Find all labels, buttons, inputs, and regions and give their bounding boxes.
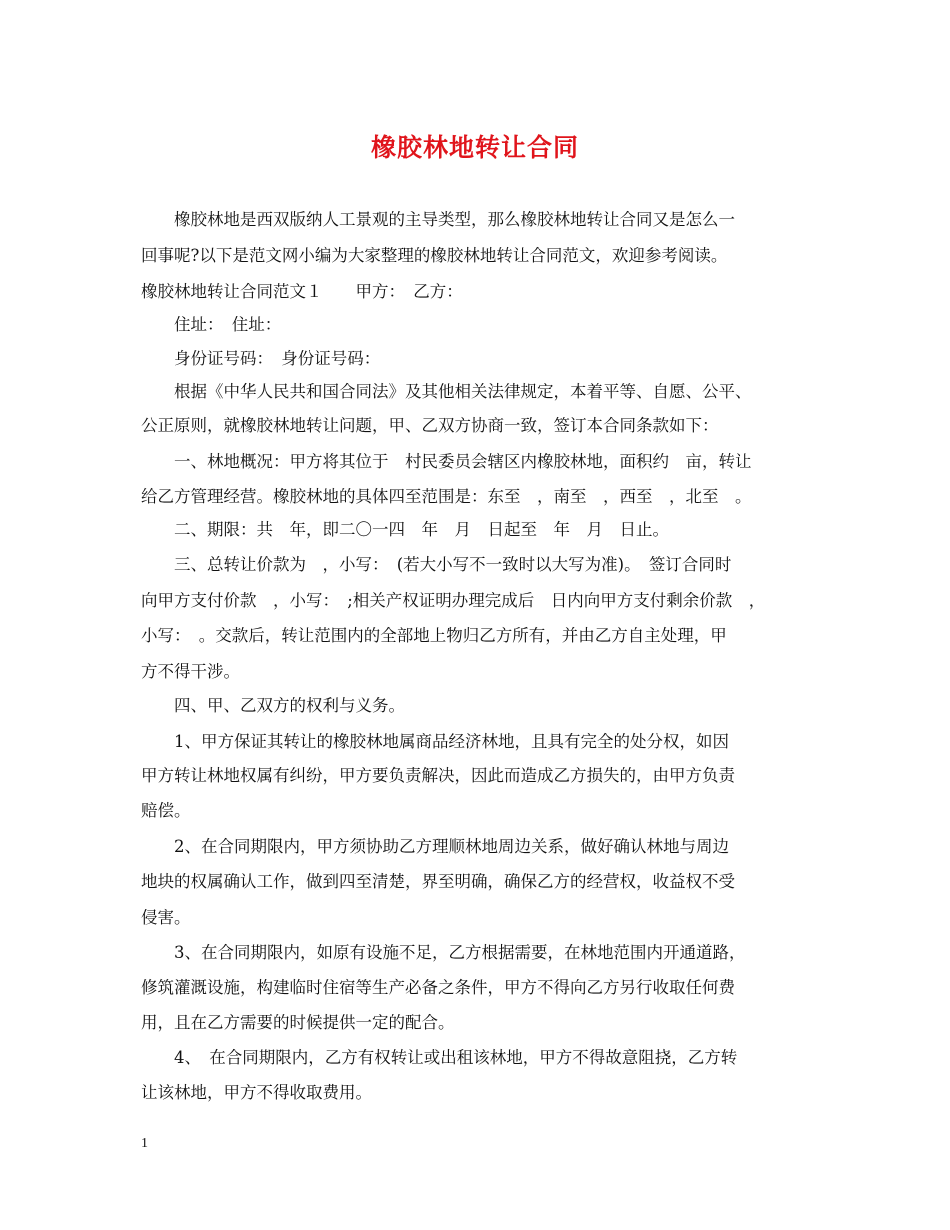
text-line: 小写： 。交款后，转让范围内的全部地上物归乙方所有，并由乙方自主处理，甲 <box>141 626 727 645</box>
text-line: 1、甲方保证其转让的橡胶林地属商品经济林地，且具有完全的处分权，如因 <box>141 732 729 751</box>
page-number: 1 <box>141 1136 148 1151</box>
text-line: 赔偿。 <box>141 801 191 820</box>
text-line: 橡胶林地转让合同范文１ 甲方： 乙方： <box>141 282 463 301</box>
text-line: 向甲方支付价款 ，小写： ;相关产权证明办理完成后 日内向甲方支付剩余价款 ， <box>141 591 766 610</box>
text-line: 方不得干涉。 <box>141 662 240 681</box>
text-line: 用，且在乙方需要的时候提供一定的配合。 <box>141 1013 455 1032</box>
text-line: 让该林地，甲方不得收取费用。 <box>141 1083 372 1102</box>
text-line: 3、在合同期限内，如原有设施不足，乙方根据需要，在林地范围内开通道路， <box>141 943 746 962</box>
text-line: 侵害。 <box>141 908 191 927</box>
text-line: 回事呢?以下是范文网小编为大家整理的橡胶林地转让合同范文，欢迎参考阅读。 <box>141 246 728 265</box>
text-line: 身份证号码： 身份证号码： <box>141 349 381 368</box>
text-line: 给乙方管理经营。橡胶林地的具体四至范围是：东至 ，南至 ，西至 ，北至 。 <box>141 487 752 506</box>
text-line: 四、甲、乙双方的权利与义务。 <box>141 696 405 715</box>
text-line: 地块的权属确认工作，做到四至清楚，界至明确，确保乙方的经营权，收益权不受 <box>141 872 735 891</box>
text-line: 2、在合同期限内，甲方须协助乙方理顺林地周边关系，做好确认林地与周边 <box>141 837 729 856</box>
text-line: 住址： 住址： <box>141 315 282 334</box>
text-line: 三、总转让价款为 ，小写： (若大小写不一致时以大写为准)。 签订合同时 <box>141 555 732 574</box>
text-line: 二、期限：共 年，即二〇一四 年 月 日起至 年 月 日止。 <box>141 520 669 539</box>
document-title: 橡胶林地转让合同 <box>370 133 579 162</box>
text-line: 甲方转让林地权属有纠纷，甲方要负责解决，因此而造成乙方损失的，由甲方负责 <box>141 766 735 785</box>
text-line: 公正原则，就橡胶林地转让问题，甲、乙双方协商一致，签订本合同条款如下： <box>141 416 719 435</box>
text-line: 一、林地概况：甲方将其位于 村民委员会辖区内橡胶林地，面积约 亩，转让 <box>141 452 752 471</box>
text-line: 修筑灌溉设施，构建临时住宿等生产必备之条件，甲方不得向乙方另行收取任何费 <box>141 978 735 997</box>
text-line: 4、 在合同期限内，乙方有权转让或出租该林地，甲方不得故意阻挠，乙方转 <box>141 1048 738 1067</box>
text-line: 橡胶林地是西双版纳人工景观的主导类型，那么橡胶林地转让合同又是怎么一 <box>141 210 735 229</box>
text-line: 根据《中华人民共和国合同法》及其他相关法律规定，本着平等、自愿、公平、 <box>141 382 752 401</box>
